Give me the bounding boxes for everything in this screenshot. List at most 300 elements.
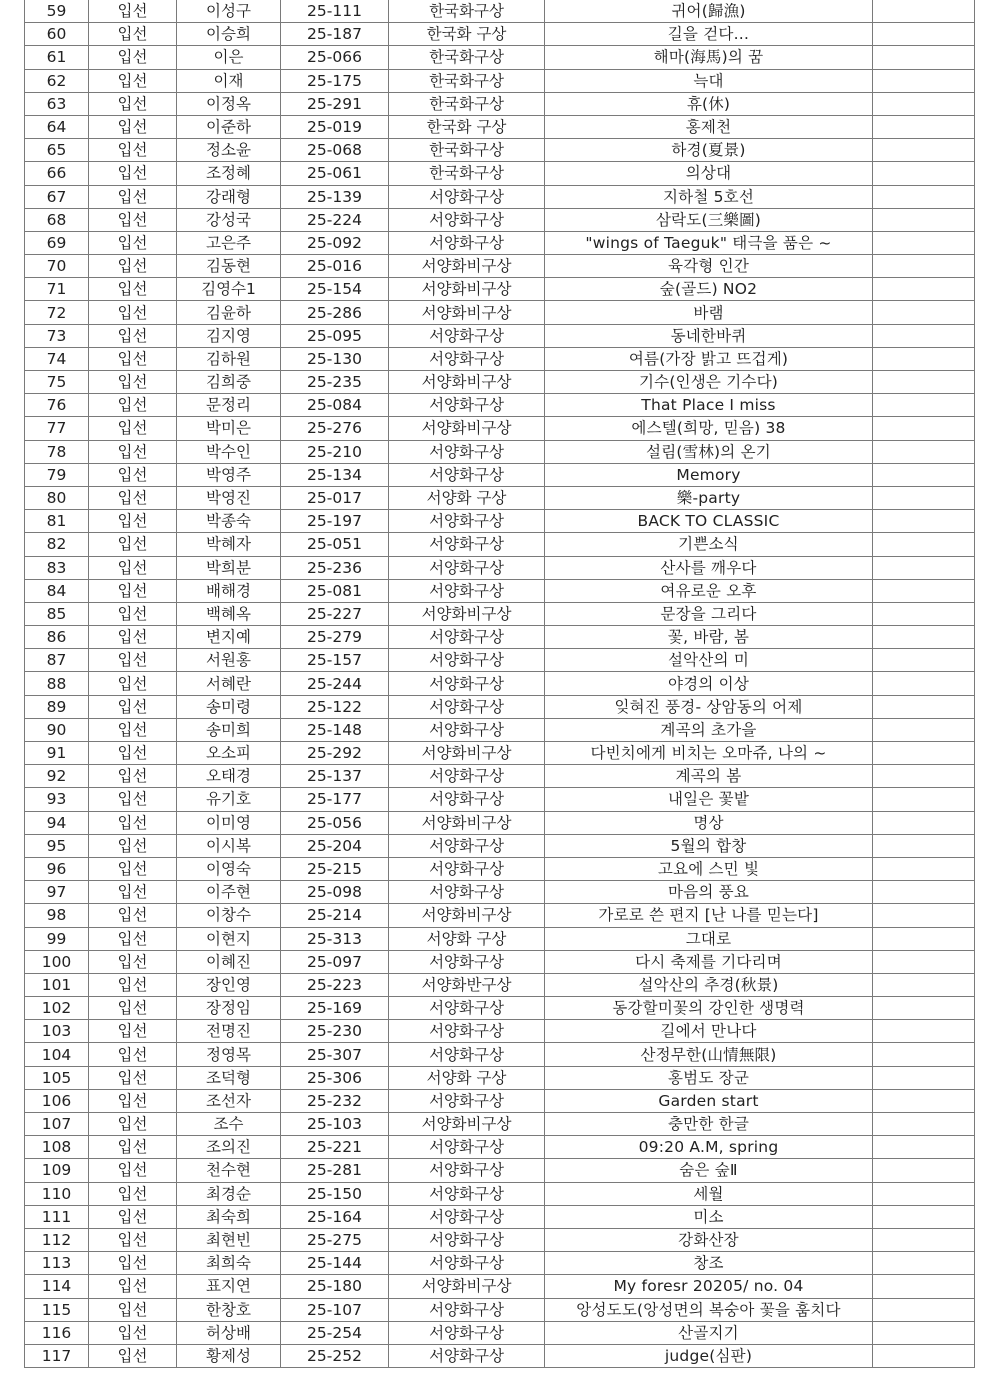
table-row (25, 324, 975, 347)
artist-name-cell: 박미은 (177, 417, 281, 440)
table-row (25, 1089, 975, 1112)
entry-code-cell: 25-095 (281, 324, 389, 347)
artwork-title-cell: 여름(가장 밝고 뜨겁게) (545, 347, 873, 370)
category-cell: 서양화구상 (389, 649, 545, 672)
category-cell: 서양화구상 (389, 834, 545, 857)
artwork-title-cell: 5월의 합창 (545, 834, 873, 857)
table-row (25, 602, 975, 625)
category-cell: 서양화구상 (389, 1298, 545, 1321)
award-cell: 입선 (89, 1159, 177, 1182)
row-number-cell: 88 (25, 672, 89, 695)
award-cell: 입선 (89, 997, 177, 1020)
table-row (25, 973, 975, 996)
artwork-title-cell: 늑대 (545, 69, 873, 92)
row-number-cell: 71 (25, 278, 89, 301)
table-row (25, 486, 975, 509)
category-cell: 서양화구상 (389, 1182, 545, 1205)
artist-name-cell: 박희분 (177, 556, 281, 579)
table-row (25, 278, 975, 301)
artwork-title-cell: 충만한 한글 (545, 1113, 873, 1136)
award-cell: 입선 (89, 695, 177, 718)
award-cell: 입선 (89, 301, 177, 324)
row-number-cell: 99 (25, 927, 89, 950)
row-number-cell: 96 (25, 857, 89, 880)
award-cell: 입선 (89, 23, 177, 46)
artist-name-cell: 오소피 (177, 742, 281, 765)
artwork-title-cell: 잊혀진 풍경- 상암동의 어제 (545, 695, 873, 718)
artist-name-cell: 최희숙 (177, 1252, 281, 1275)
artist-name-cell: 김윤하 (177, 301, 281, 324)
artwork-title-cell: 동네한바퀴 (545, 324, 873, 347)
artist-name-cell: 이준하 (177, 115, 281, 138)
artist-name-cell: 이승희 (177, 23, 281, 46)
category-cell: 서양화비구상 (389, 278, 545, 301)
artwork-title-cell: 앙성도도(앙성면의 복숭아 꽃을 훔치다 (545, 1298, 873, 1321)
category-cell: 서양화구상 (389, 1321, 545, 1344)
row-number-cell: 84 (25, 579, 89, 602)
table-row (25, 231, 975, 254)
entry-code-cell: 25-019 (281, 115, 389, 138)
artwork-title-cell: 바램 (545, 301, 873, 324)
artwork-title-cell: 휴(休) (545, 92, 873, 115)
artist-name-cell: 이정옥 (177, 92, 281, 115)
category-cell: 서양화구상 (389, 1020, 545, 1043)
remarks-cell (873, 486, 975, 509)
entry-code-cell: 25-092 (281, 231, 389, 254)
artwork-title-cell: Garden start (545, 1089, 873, 1112)
table-row (25, 1205, 975, 1228)
table-row (25, 765, 975, 788)
table-row (25, 69, 975, 92)
category-cell: 서양화구상 (389, 672, 545, 695)
award-cell: 입선 (89, 1298, 177, 1321)
artwork-title-cell: 설림(雪林)의 온기 (545, 440, 873, 463)
category-cell: 서양화구상 (389, 950, 545, 973)
award-cell: 입선 (89, 463, 177, 486)
category-cell: 서양화비구상 (389, 811, 545, 834)
entry-code-cell: 25-177 (281, 788, 389, 811)
remarks-cell (873, 1089, 975, 1112)
table-row (25, 1113, 975, 1136)
row-number-cell: 65 (25, 139, 89, 162)
remarks-cell (873, 649, 975, 672)
artwork-title-cell: 미소 (545, 1205, 873, 1228)
artwork-title-cell: 기수(인생은 기수다) (545, 371, 873, 394)
category-cell: 서양화구상 (389, 1228, 545, 1251)
row-number-cell: 66 (25, 162, 89, 185)
artwork-title-cell: 숲(골드) NO2 (545, 278, 873, 301)
entry-code-cell: 25-148 (281, 718, 389, 741)
entry-code-cell: 25-097 (281, 950, 389, 973)
row-number-cell: 87 (25, 649, 89, 672)
table-row (25, 208, 975, 231)
remarks-cell (873, 788, 975, 811)
artwork-title-cell: 다시 축제를 기다리며 (545, 950, 873, 973)
category-cell: 서양화구상 (389, 347, 545, 370)
category-cell: 한국화구상 (389, 69, 545, 92)
entry-code-cell: 25-154 (281, 278, 389, 301)
artwork-title-cell: 길에서 만나다 (545, 1020, 873, 1043)
artwork-title-cell: Memory (545, 463, 873, 486)
entry-code-cell: 25-139 (281, 185, 389, 208)
category-cell: 서양화비구상 (389, 602, 545, 625)
category-cell: 한국화 구상 (389, 23, 545, 46)
artwork-title-cell: 설악산의 추경(秋景) (545, 973, 873, 996)
category-cell: 서양화비구상 (389, 417, 545, 440)
row-number-cell: 94 (25, 811, 89, 834)
award-cell: 입선 (89, 139, 177, 162)
entry-code-cell: 25-224 (281, 208, 389, 231)
remarks-cell (873, 1159, 975, 1182)
artist-name-cell: 조선자 (177, 1089, 281, 1112)
entry-code-cell: 25-306 (281, 1066, 389, 1089)
artist-name-cell: 정소윤 (177, 139, 281, 162)
artist-name-cell: 박영진 (177, 486, 281, 509)
award-cell: 입선 (89, 278, 177, 301)
artwork-title-cell: 해마(海馬)의 꿈 (545, 46, 873, 69)
remarks-cell (873, 510, 975, 533)
entry-code-cell: 25-275 (281, 1228, 389, 1251)
award-cell: 입선 (89, 672, 177, 695)
entry-code-cell: 25-017 (281, 486, 389, 509)
entry-code-cell: 25-187 (281, 23, 389, 46)
remarks-cell (873, 394, 975, 417)
artwork-title-cell: 홍제천 (545, 115, 873, 138)
remarks-cell (873, 92, 975, 115)
remarks-cell (873, 324, 975, 347)
artist-name-cell: 장정임 (177, 997, 281, 1020)
artist-name-cell: 이현지 (177, 927, 281, 950)
artwork-title-cell: 동강할미꽃의 강인한 생명력 (545, 997, 873, 1020)
remarks-cell (873, 0, 975, 23)
row-number-cell: 85 (25, 602, 89, 625)
remarks-cell (873, 1252, 975, 1275)
table-row (25, 556, 975, 579)
entry-code-cell: 25-066 (281, 46, 389, 69)
artwork-title-cell: 樂-party (545, 486, 873, 509)
artwork-title-cell: That Place I miss (545, 394, 873, 417)
award-cell: 입선 (89, 1228, 177, 1251)
entry-code-cell: 25-215 (281, 857, 389, 880)
award-cell: 입선 (89, 1136, 177, 1159)
artist-name-cell: 고은주 (177, 231, 281, 254)
artist-name-cell: 정영목 (177, 1043, 281, 1066)
remarks-cell (873, 46, 975, 69)
table-row (25, 950, 975, 973)
category-cell: 서양화구상 (389, 556, 545, 579)
row-number-cell: 63 (25, 92, 89, 115)
remarks-cell (873, 231, 975, 254)
row-number-cell: 91 (25, 742, 89, 765)
award-cell: 입선 (89, 231, 177, 254)
award-cell: 입선 (89, 602, 177, 625)
entry-code-cell: 25-210 (281, 440, 389, 463)
artist-name-cell: 최숙희 (177, 1205, 281, 1228)
entry-code-cell: 25-137 (281, 765, 389, 788)
table-row (25, 672, 975, 695)
artwork-title-cell: 삼락도(三樂圖) (545, 208, 873, 231)
award-cell: 입선 (89, 92, 177, 115)
table-row (25, 347, 975, 370)
entry-code-cell: 25-204 (281, 834, 389, 857)
entry-code-cell: 25-081 (281, 579, 389, 602)
row-number-cell: 97 (25, 881, 89, 904)
table-row (25, 115, 975, 138)
award-cell: 입선 (89, 69, 177, 92)
artwork-title-cell: 명상 (545, 811, 873, 834)
artist-name-cell: 이은 (177, 46, 281, 69)
artist-name-cell: 최현빈 (177, 1228, 281, 1251)
remarks-cell (873, 255, 975, 278)
entry-code-cell: 25-197 (281, 510, 389, 533)
remarks-cell (873, 695, 975, 718)
artist-name-cell: 김동현 (177, 255, 281, 278)
remarks-cell (873, 347, 975, 370)
artwork-title-cell: 계곡의 봄 (545, 765, 873, 788)
category-cell: 서양화비구상 (389, 301, 545, 324)
artist-name-cell: 김하원 (177, 347, 281, 370)
artist-name-cell: 백혜옥 (177, 602, 281, 625)
table-row (25, 1298, 975, 1321)
remarks-cell (873, 672, 975, 695)
entry-code-cell: 25-292 (281, 742, 389, 765)
table-row (25, 579, 975, 602)
remarks-cell (873, 417, 975, 440)
remarks-cell (873, 950, 975, 973)
row-number-cell: 116 (25, 1321, 89, 1344)
row-number-cell: 68 (25, 208, 89, 231)
row-number-cell: 104 (25, 1043, 89, 1066)
award-cell: 입선 (89, 394, 177, 417)
row-number-cell: 60 (25, 23, 89, 46)
category-cell: 서양화비구상 (389, 1275, 545, 1298)
row-number-cell: 73 (25, 324, 89, 347)
remarks-cell (873, 904, 975, 927)
entry-code-cell: 25-223 (281, 973, 389, 996)
row-number-cell: 82 (25, 533, 89, 556)
remarks-cell (873, 881, 975, 904)
award-cell: 입선 (89, 347, 177, 370)
row-number-cell: 101 (25, 973, 89, 996)
table-row (25, 1228, 975, 1251)
table-row (25, 533, 975, 556)
artist-name-cell: 이혜진 (177, 950, 281, 973)
category-cell: 서양화구상 (389, 788, 545, 811)
category-cell: 서양화구상 (389, 881, 545, 904)
artist-name-cell: 김지영 (177, 324, 281, 347)
category-cell: 서양화구상 (389, 718, 545, 741)
artist-name-cell: 김희중 (177, 371, 281, 394)
entry-code-cell: 25-227 (281, 602, 389, 625)
table-row (25, 92, 975, 115)
award-cell: 입선 (89, 1043, 177, 1066)
artwork-title-cell: 강화산장 (545, 1228, 873, 1251)
artist-name-cell: 송미희 (177, 718, 281, 741)
row-number-cell: 69 (25, 231, 89, 254)
remarks-cell (873, 440, 975, 463)
artist-name-cell: 박종숙 (177, 510, 281, 533)
remarks-cell (873, 1113, 975, 1136)
artwork-title-cell: 내일은 꽃밭 (545, 788, 873, 811)
award-cell: 입선 (89, 185, 177, 208)
artist-name-cell: 이성구 (177, 0, 281, 23)
row-number-cell: 100 (25, 950, 89, 973)
table-row (25, 718, 975, 741)
category-cell: 서양화 구상 (389, 486, 545, 509)
category-cell: 서양화구상 (389, 857, 545, 880)
category-cell: 서양화구상 (389, 695, 545, 718)
artwork-title-cell: 산골지기 (545, 1321, 873, 1344)
entry-code-cell: 25-235 (281, 371, 389, 394)
table-row (25, 463, 975, 486)
entry-code-cell: 25-313 (281, 927, 389, 950)
row-number-cell: 92 (25, 765, 89, 788)
row-number-cell: 62 (25, 69, 89, 92)
award-cell: 입선 (89, 973, 177, 996)
artwork-title-cell: 여유로운 오후 (545, 579, 873, 602)
entry-code-cell: 25-144 (281, 1252, 389, 1275)
entry-code-cell: 25-254 (281, 1321, 389, 1344)
category-cell: 서양화비구상 (389, 371, 545, 394)
artist-name-cell: 서혜란 (177, 672, 281, 695)
entry-code-cell: 25-164 (281, 1205, 389, 1228)
entry-code-cell: 25-252 (281, 1344, 389, 1367)
entry-code-cell: 25-134 (281, 463, 389, 486)
remarks-cell (873, 69, 975, 92)
remarks-cell (873, 811, 975, 834)
entry-code-cell: 25-130 (281, 347, 389, 370)
remarks-cell (873, 1043, 975, 1066)
table-row (25, 1020, 975, 1043)
award-cell: 입선 (89, 742, 177, 765)
category-cell: 서양화구상 (389, 440, 545, 463)
row-number-cell: 72 (25, 301, 89, 324)
artwork-title-cell: 숨은 숲Ⅱ (545, 1159, 873, 1182)
table-row (25, 0, 975, 23)
row-number-cell: 110 (25, 1182, 89, 1205)
category-cell: 서양화 구상 (389, 927, 545, 950)
artist-name-cell: 황제성 (177, 1344, 281, 1367)
award-cell: 입선 (89, 1020, 177, 1043)
table-row (25, 1275, 975, 1298)
table-row (25, 371, 975, 394)
award-cell: 입선 (89, 649, 177, 672)
remarks-cell (873, 301, 975, 324)
category-cell: 서양화비구상 (389, 742, 545, 765)
row-number-cell: 79 (25, 463, 89, 486)
row-number-cell: 59 (25, 0, 89, 23)
category-cell: 서양화비구상 (389, 255, 545, 278)
remarks-cell (873, 533, 975, 556)
artwork-title-cell: 마음의 풍요 (545, 881, 873, 904)
artwork-title-cell: 고요에 스민 빛 (545, 857, 873, 880)
artist-name-cell: 이주현 (177, 881, 281, 904)
row-number-cell: 64 (25, 115, 89, 138)
table-row (25, 510, 975, 533)
artwork-title-cell: 산사를 깨우다 (545, 556, 873, 579)
artist-name-cell: 문정리 (177, 394, 281, 417)
award-cell: 입선 (89, 46, 177, 69)
award-cell: 입선 (89, 904, 177, 927)
category-cell: 서양화구상 (389, 1136, 545, 1159)
award-cell: 입선 (89, 1252, 177, 1275)
artwork-title-cell: 산정무한(山情無限) (545, 1043, 873, 1066)
artwork-title-cell: 가로로 쓴 편지 [난 나를 믿는다] (545, 904, 873, 927)
table-row (25, 1182, 975, 1205)
artwork-title-cell: 홍범도 장군 (545, 1066, 873, 1089)
artist-name-cell: 배해경 (177, 579, 281, 602)
artwork-title-cell: 계곡의 초가을 (545, 718, 873, 741)
category-cell: 서양화비구상 (389, 1113, 545, 1136)
award-cell: 입선 (89, 1182, 177, 1205)
table-row (25, 626, 975, 649)
row-number-cell: 113 (25, 1252, 89, 1275)
table-row (25, 417, 975, 440)
row-number-cell: 98 (25, 904, 89, 927)
remarks-cell (873, 1205, 975, 1228)
artwork-title-cell: 문장을 그리다 (545, 602, 873, 625)
row-number-cell: 115 (25, 1298, 89, 1321)
remarks-cell (873, 602, 975, 625)
entry-code-cell: 25-122 (281, 695, 389, 718)
category-cell: 서양화구상 (389, 394, 545, 417)
artwork-title-cell: "wings of Taeguk" 태극을 품은 ~ (545, 231, 873, 254)
award-cell: 입선 (89, 1089, 177, 1112)
entry-code-cell: 25-236 (281, 556, 389, 579)
entry-code-cell: 25-111 (281, 0, 389, 23)
award-cell: 입선 (89, 371, 177, 394)
remarks-cell (873, 208, 975, 231)
artist-name-cell: 박수인 (177, 440, 281, 463)
award-cell: 입선 (89, 857, 177, 880)
award-cell: 입선 (89, 881, 177, 904)
artist-name-cell: 최경순 (177, 1182, 281, 1205)
entry-code-cell: 25-279 (281, 626, 389, 649)
remarks-cell (873, 742, 975, 765)
award-cell: 입선 (89, 834, 177, 857)
category-cell: 한국화구상 (389, 46, 545, 69)
remarks-cell (873, 1275, 975, 1298)
artist-name-cell: 변지예 (177, 626, 281, 649)
row-number-cell: 111 (25, 1205, 89, 1228)
entry-code-cell: 25-232 (281, 1089, 389, 1112)
remarks-cell (873, 718, 975, 741)
entry-code-cell: 25-157 (281, 649, 389, 672)
category-cell: 서양화구상 (389, 231, 545, 254)
table-row (25, 185, 975, 208)
table-row (25, 857, 975, 880)
award-cell: 입선 (89, 440, 177, 463)
table-row (25, 904, 975, 927)
row-number-cell: 75 (25, 371, 89, 394)
row-number-cell: 108 (25, 1136, 89, 1159)
entry-code-cell: 25-244 (281, 672, 389, 695)
artist-name-cell: 박영주 (177, 463, 281, 486)
remarks-cell (873, 834, 975, 857)
results-table-body (25, 0, 975, 1368)
category-cell: 서양화구상 (389, 1252, 545, 1275)
artwork-title-cell: 다빈치에게 비치는 오마쥬, 나의 ~ (545, 742, 873, 765)
row-number-cell: 86 (25, 626, 89, 649)
artwork-title-cell: 창조 (545, 1252, 873, 1275)
artist-name-cell: 유기호 (177, 788, 281, 811)
category-cell: 서양화구상 (389, 579, 545, 602)
artist-name-cell: 이시복 (177, 834, 281, 857)
artist-name-cell: 강성국 (177, 208, 281, 231)
category-cell: 서양화반구상 (389, 973, 545, 996)
artist-name-cell: 표지연 (177, 1275, 281, 1298)
row-number-cell: 109 (25, 1159, 89, 1182)
